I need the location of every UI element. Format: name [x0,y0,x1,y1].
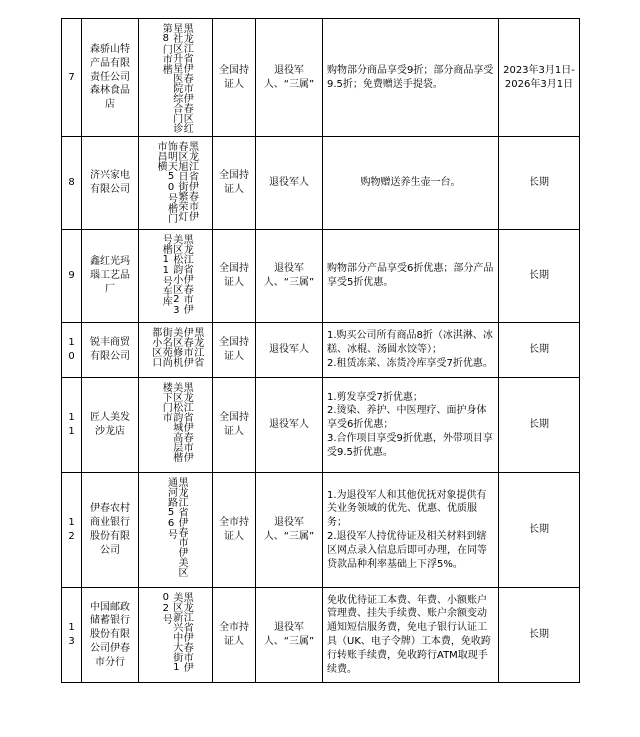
benefit-period-cell: 长期 [499,473,580,588]
benefit-content-cell: 1.购买公司所有商品8折（冰淇淋、冰糕、冰棍、汤圆水饺等）； 2.租赁冻菜、冻货冷库享受7折优惠。 [323,323,499,378]
table-row [62,588,580,683]
row-index-cell: 12 [62,473,82,588]
address-vertical-text: 黑龙江省伊春市伊美区新兴中大街102号 [160,591,193,673]
veteran-benefit-table [61,18,580,683]
row-index-cell: 13 [62,588,82,683]
benefit-period-cell: 长期 [499,588,580,683]
address-vertical-text: 黑龙江省伊春市伊美区通河路56号 [165,476,187,577]
address-vertical-text: 黑龙江省伊春市伊美区松韵城高层楷楼下门市 [160,381,193,462]
table-row [62,323,580,378]
table-row [62,473,580,588]
document-page [0,18,640,737]
benefit-scope-cell: 全国持证人 [213,378,256,473]
company-name-cell: 鑫红光玛瑙工艺品厂 [82,230,139,323]
benefit-content-cell: 免收优待证工本费、年费、小额账户管理费、挂失手续费、账户余额变动通知短信服务费，免电子银行认证工具（UK、电子令牌）工本费，免收跨行转账手续费，免收跨行ATM取现手续费。 [323,588,499,683]
address-vertical-text: 黑龙江省伊春市伊美区松韵小区23号楷11号车库 [160,233,193,316]
table-row [62,19,580,137]
benefit-scope-cell: 全国持证人 [213,19,256,137]
address-cell [139,588,213,683]
table-row [62,230,580,323]
address-cell [139,323,213,378]
company-name-cell: 匠人美发沙龙店 [82,378,139,473]
company-name-cell: 中国邮政储蓄银行股份有限公司伊春市分行 [82,588,139,683]
table-body [62,19,580,683]
table-row [62,378,580,473]
address-cell [139,473,213,588]
row-index-cell: 8 [62,137,82,230]
benefit-scope-cell: 全国持证人 [213,323,256,378]
benefit-scope-cell: 全市持证人 [213,588,256,683]
address-vertical-text: 黑龙江省伊春市伊美区修机街名苑尚都小区口 [149,326,203,367]
benefit-target-cell: 退役军人 [256,137,323,230]
benefit-period-cell: 长期 [499,323,580,378]
benefit-content-cell: 购物赠送养生壶一台。 [323,137,499,230]
row-index-cell: 10 [62,323,82,378]
company-name-cell: 济兴家电有限公司 [82,137,139,230]
benefit-target-cell: 退役军人、“三属” [256,19,323,137]
address-cell [139,19,213,137]
benefit-scope-cell: 全市持证人 [213,473,256,588]
benefit-content-cell: 1.剪发享受7折优惠； 2.烫染、养护、中医理疗、面护身体享受6折优惠； 3.合作项目享受9折优惠，外带项目享受9.5折优惠。 [323,378,499,473]
address-cell [139,378,213,473]
address-vertical-text: 黑龙江省伊春市伊春区旭日街繁荣灯饰明天50号楷门市昌横 [155,140,198,223]
company-name-cell: 锐丰商贸有限公司 [82,323,139,378]
benefit-target-cell: 退役军人、“三属” [256,588,323,683]
benefit-target-cell: 退役军人、“三属” [256,230,323,323]
address-vertical-text: 黑龙江省伊春市伊春区红星社区升星医院综合门诊第8门市楷 [160,22,193,133]
table-row [62,137,580,230]
row-index-cell: 9 [62,230,82,323]
row-index-cell: 7 [62,19,82,137]
benefit-period-cell: 2023年3月1日-2026年3月1日 [499,19,580,137]
benefit-content-cell: 购物部分产品享受6折优惠；部分产品享受5折优惠。 [323,230,499,323]
benefit-target-cell: 退役军人 [256,323,323,378]
benefit-scope-cell: 全国持证人 [213,230,256,323]
benefit-period-cell: 长期 [499,230,580,323]
benefit-scope-cell: 全国持证人 [213,137,256,230]
address-cell [139,230,213,323]
address-cell [139,137,213,230]
benefit-content-cell: 购物部分商品享受9折；部分商品享受9.5折；免费赠送手提袋。 [323,19,499,137]
benefit-target-cell: 退役军人 [256,378,323,473]
benefit-period-cell: 长期 [499,137,580,230]
company-name-cell: 伊春农村商业银行股份有限公司 [82,473,139,588]
benefit-content-cell: 1.为退役军人和其他优抚对象提供有关业务领域的优先、优惠、优质服务； 2.退役军人持优待证及相关材料到辖区网点录入信息后即可办理，在同等贷款品种利率基础上下浮5%。 [323,473,499,588]
company-name-cell: 森骄山特产品有限责任公司森林食品店 [82,19,139,137]
benefit-period-cell: 长期 [499,378,580,473]
benefit-target-cell: 退役军人、“三属” [256,473,323,588]
row-index-cell: 11 [62,378,82,473]
